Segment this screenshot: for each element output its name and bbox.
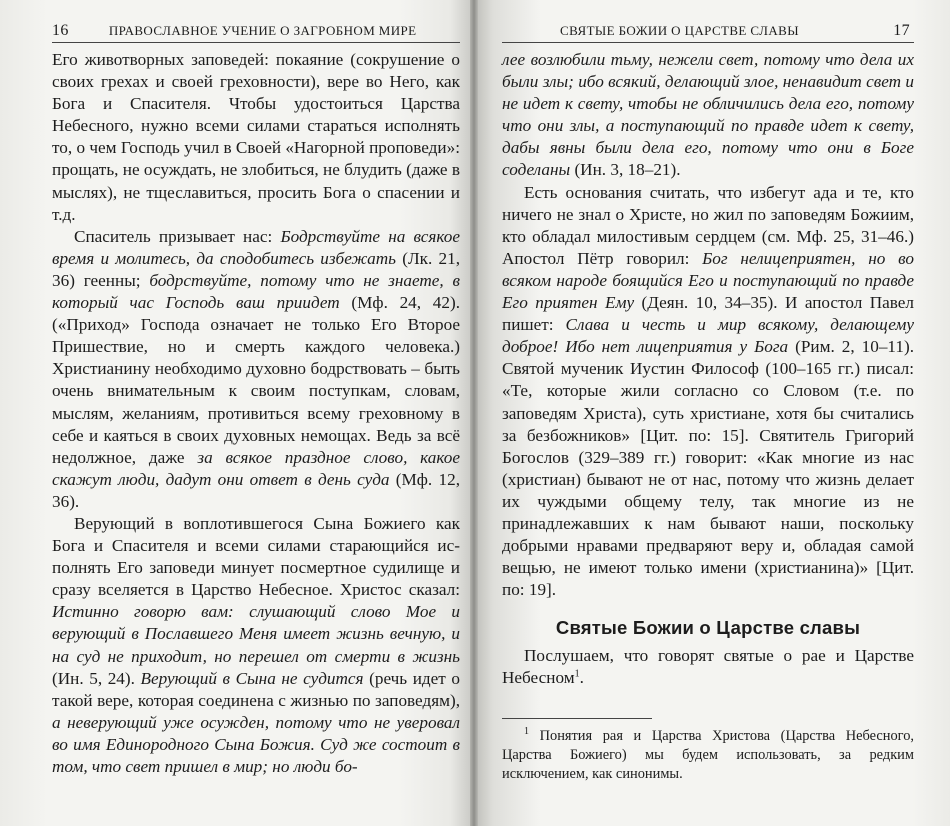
text-run: (Лк. 21, 36) геенны;: [52, 248, 461, 290]
footnote-divider: [502, 718, 652, 719]
text-run: (Ин. 3, 18–21).: [570, 160, 681, 180]
scripture-quote: Бодрствуйте на всякое время и молитесь, да сподобитесь избежать: [52, 226, 460, 268]
paragraph: [502, 49, 914, 182]
book-gutter: [470, 0, 478, 826]
text-run: (Мф. 24, 42). («Приход» Господа означает не только Его Второе Пришествие, но и смерть каждого человека.) Христианину необходимо духовно бодрствовать – быть очень внимательным к своим поступкам, словам, мыслям, желаниям, противиться всему греховному в себе и каяться в своих духовных немощах. Ведь за всё недолжное, даже: [52, 293, 460, 467]
scripture-quote: а неверующий уже осужден, потому что не уверовал во имя Единородного Сына Божия. Суд же состоит в том, что свет пришел в мир; но люди бо-: [52, 712, 460, 776]
right-page: [474, 0, 950, 826]
text-run: (речь идет о такой вере, которая соединена с жизнью по заповедям),: [52, 668, 461, 710]
running-head-title-left: ПРАВОСЛАВНОЕ УЧЕНИЕ О ЗАГРОБНОМ МИРЕ: [108, 23, 417, 38]
right-running-head: [502, 22, 914, 43]
page-number-right: 17: [893, 22, 910, 39]
footnote-marker[interactable]: 1: [574, 668, 580, 680]
paragraph: [502, 182, 914, 602]
left-page: [0, 0, 474, 826]
text-run: (Мф. 12, 36).: [52, 469, 460, 511]
footnote-number: 1: [524, 725, 529, 737]
paragraph: [52, 513, 460, 778]
text-run: (Ин. 5, 24).: [52, 668, 141, 688]
scripture-quote: Истинно говорю вам: слушающий слово Мое и верующий в Пославшего Меня имеет жизнь вечную, и на суд не приходит, но перешел от смерти в жизнь: [52, 602, 460, 666]
text-run: .: [579, 668, 584, 688]
running-head-title-right: СВЯТЫЕ БОЖИИ О ЦАРСТВЕ СЛАВЫ: [560, 23, 799, 38]
scripture-quote: Слава и честь и мир всякому, делающему доброе! Ибо нет лицеприятия у Бога: [502, 315, 914, 357]
page-number-left: 16: [52, 22, 69, 39]
scripture-quote: лее возлюбили тьму, нежели свет, потому что дела их были злы; ибо всякий, делающий злое, ненавидит свет и не идет к свету, чтобы не обличились дела его, потому что они злы, а поступающий по правде идет к свету, дабы явны были дела его, потому что они в Боге соделаны: [502, 50, 914, 180]
paragraph: [502, 645, 914, 689]
left-running-head: [52, 22, 460, 43]
text-run: (Рим. 2, 10–11). Святой мученик Иустин Философ (100–165 гг.) писал: «Те, которые жили согласно со Словом (т.е. по заповедям Христа), суть христиане, хотя бы считались за безбожников» [Цит. по: 15]. Святитель Григорий Богослов (329–389 гг.) говорит: «Как многие из нас (христиан) бывают не от нас, потому что жизнь делает их чуждыми общему телу, так многие из не принадлежавших к нам бывают наши, поскольку добрыми нравами предваряют веру и, обладая самой вещью, не имеют только имени (христианина)» [Цит. по: 19].: [502, 337, 914, 600]
left-page-text: [52, 49, 460, 778]
scripture-quote: Бог нелицеприятен, но во всяком народе боящийся Его и поступающий по правде Его приятен Ему: [502, 248, 914, 313]
text-run: Верующий в воплотившегося Сына Божиего как Бога и Спасителя и всеми силами старающийся исполнять Его заповеди минует посмертное судилище и сразу вселяется в Царство Небесное. Христос сказал:: [52, 513, 460, 600]
text-run: Спаситель призывает нас:: [74, 226, 281, 246]
right-page-text: [502, 49, 914, 784]
scripture-quote: Верующий в Сына не судится: [140, 668, 364, 688]
scripture-quote: бодрствуйте, потому что не знаете, в который час Господь ваш приидет: [52, 270, 460, 313]
text-run: Послушаем, что говорят святые о рае и Царстве Небесном: [502, 646, 914, 688]
scripture-quote: за всякое праздное слово, какое скажут люди, дадут они ответ в день суда: [52, 447, 460, 489]
section-heading: Святые Божии о Царстве славы: [555, 617, 861, 639]
footnote: [502, 727, 914, 784]
text-run: (Деян. 10, 34–35). И апостол Павел пишет:: [502, 293, 914, 335]
text-run: Есть основания считать, что избегут ада и те, кто ничего не знал о Христе, но жил по заповедям Божиим, кто обладал милостивым сердцем (см. Мф. 25, 31–46.) Апостол Пётр говорил:: [502, 182, 914, 268]
paragraph: [52, 226, 460, 513]
paragraph: Его животворных заповедей: покаяние (сокрушение о своих грехах и своей греховности), вере во Него, как Бога и Спасителя. Чтобы удостоиться Царства Небесного, нужно всеми силами стараться исполнять то, о чем Господь учил в Своей «Нагорной проповеди»: прощать, не осуждать, не злобиться, не блудить (даже в мыслях), не тщеславиться, просить Бога о спасении и т.д.: [52, 50, 460, 224]
footnote-text: Понятия рая и Царства Христова (Царства Небесного, Царства Божиего) мы будем использовать, за редким исключением, как синонимы.: [502, 727, 914, 782]
